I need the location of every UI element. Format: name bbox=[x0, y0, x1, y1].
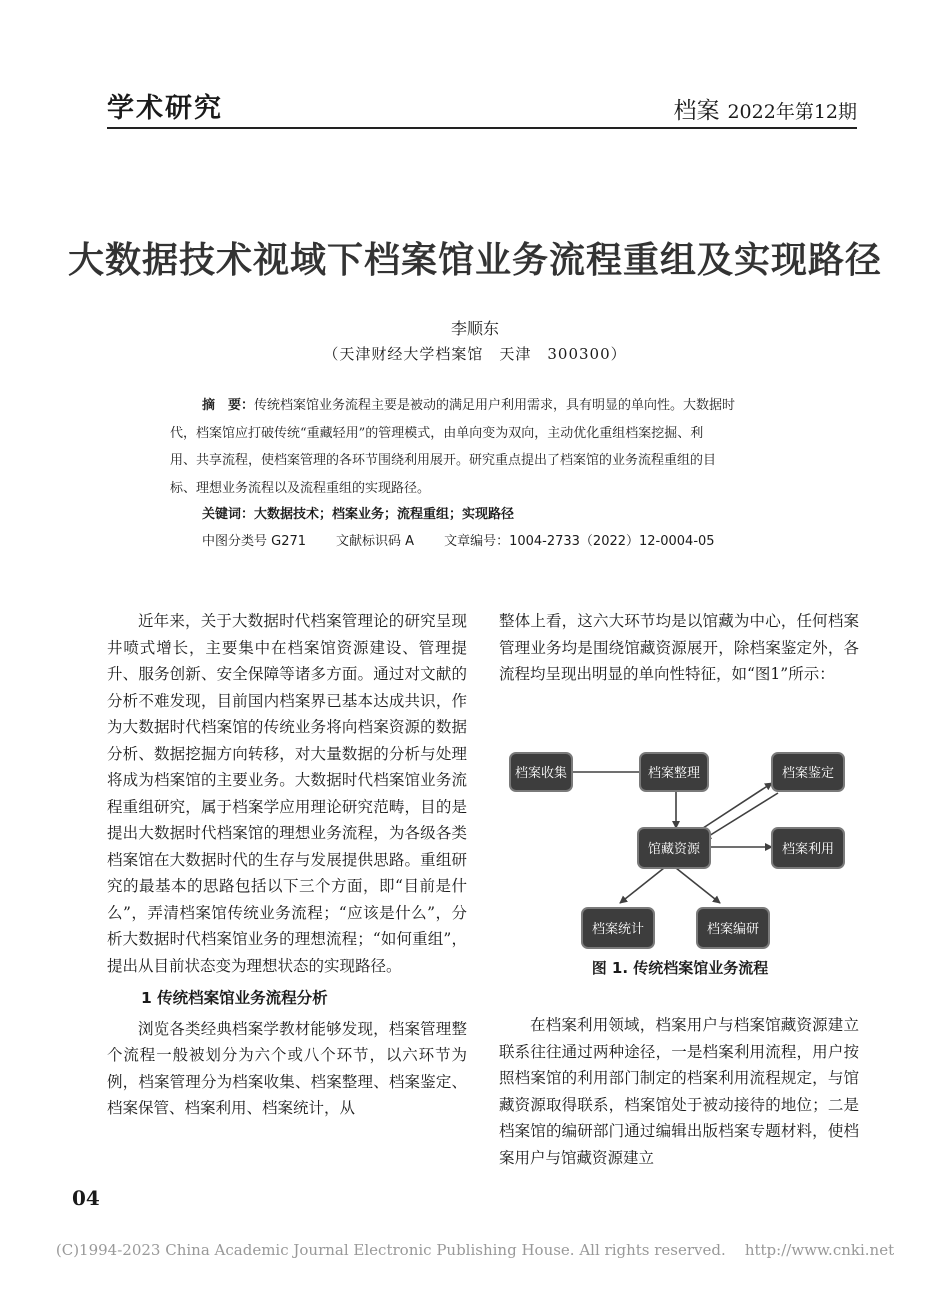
abstract-text: 传统档案馆业务流程主要是被动的满足用户利用需求，具有明显的单向性。大数据时 bbox=[254, 398, 736, 413]
author: 李顺东 bbox=[450, 319, 499, 338]
affiliation: （天津财经大学档案馆 天津 300300） bbox=[323, 345, 627, 363]
body-paragraph: 在档案利用领域，档案用户与档案馆藏资源建立联系往往通过两种途径，一是档案利用流程，用户按照档案馆的利用部门制定的档案利用流程规定，与馆藏资源取得联系，档案馆处于被动接待的地位；二是档案馆的编研部门通过编辑出版档案专题材料，使档案用户与馆藏资源建立 bbox=[499, 1016, 859, 1167]
abstract bbox=[170, 392, 795, 502]
left-column bbox=[107, 608, 467, 1122]
node-appraise-label: 档案鉴定 bbox=[781, 766, 835, 781]
figure-caption: 图 1. 传统档案馆业务流程 bbox=[591, 959, 769, 977]
node-organize-label: 档案整理 bbox=[647, 766, 701, 781]
node-appraise bbox=[772, 753, 844, 791]
abstract-line bbox=[170, 392, 795, 420]
document-code: 文献标识码 A bbox=[336, 534, 415, 549]
body-paragraph: 整体上看，这六大环节均是以馆藏为中心，任何档案管理业务均是围绕馆藏资源展开，除档案鉴定外，各流程均呈现出明显的单向性特征，如“图1”所示： bbox=[499, 612, 859, 683]
journal-issue bbox=[673, 92, 857, 125]
article-number: 文章编号：1004-2733（2022）12-0004-05 bbox=[444, 534, 715, 549]
abstract-line: 标、理想业务流程以及流程重组的实现路径。 bbox=[170, 480, 431, 496]
edge-holdings-stats bbox=[620, 868, 664, 903]
edge-holdings-appraise bbox=[697, 783, 772, 832]
node-stats-label: 档案统计 bbox=[591, 922, 645, 937]
node-collect bbox=[510, 753, 572, 791]
page-number: 04 bbox=[72, 1186, 100, 1210]
header-rule bbox=[107, 127, 857, 129]
node-use-label: 档案利用 bbox=[781, 842, 835, 857]
body-paragraph: 浏览各类经典档案学教材能够发现，档案管理整个流程一般被划分为六个或八个环节，以六环节为例，档案管理分为档案收集、档案整理、档案鉴定、档案保管、档案利用、档案统计，从 bbox=[107, 1019, 467, 1117]
article-title: 大数据技术视域下档案馆业务流程重组及实现路径 bbox=[67, 240, 882, 281]
right-column-top bbox=[499, 608, 859, 688]
node-compile-label: 档案编研 bbox=[706, 922, 760, 937]
node-use bbox=[772, 828, 844, 868]
node-collect-label: 档案收集 bbox=[514, 766, 568, 781]
edge-holdings-compile bbox=[676, 868, 720, 903]
workflow-diagram bbox=[500, 735, 860, 960]
abstract-line: 代，档案馆应打破传统“重藏轻用”的管理模式，由单向变为双向，主动优化重组档案挖掘、利 bbox=[170, 425, 704, 441]
issue-label: 2022年第12期 bbox=[727, 101, 857, 123]
copyright-footer: (C)1994-2023 China Academic Journal Electronic Publishing House. All rights reserved. http://www.cnki.net bbox=[55, 1241, 895, 1259]
node-holdings-label: 馆藏资源 bbox=[647, 842, 701, 857]
edge-appraise-holdings bbox=[704, 793, 778, 839]
right-column-bottom bbox=[499, 1012, 859, 1171]
section-heading: 1 传统档案馆业务流程分析 bbox=[141, 989, 328, 1007]
node-holdings bbox=[638, 828, 710, 868]
node-stats bbox=[582, 908, 654, 948]
classification-line bbox=[202, 530, 715, 549]
node-organize bbox=[640, 753, 708, 791]
clc-number: 中图分类号 G271 bbox=[202, 534, 307, 549]
node-compile bbox=[697, 908, 769, 948]
section-tag: 学术研究 bbox=[107, 93, 223, 124]
journal-name: 档案 bbox=[673, 98, 720, 124]
abstract-label: 摘 要： bbox=[202, 398, 255, 413]
keywords: 关键词：大数据技术；档案业务；流程重组；实现路径 bbox=[202, 507, 515, 522]
body-paragraph: 近年来，关于大数据时代档案管理论的研究呈现井喷式增长，主要集中在档案馆资源建设、管理提升、服务创新、安全保障等诸多方面。通过对文献的分析不难发现，目前国内档案界已基本达成共识，作为大数据时代档案馆的传统业务将向档案资源的数据分析、数据挖掘方向转移，对大量数据的分析与处理将成为档案馆的主要业务。大数据时代档案馆业务流程重组研究，属于档案学应用理论研究范畴，目的是提出大数据时代档案馆的理想业务流程，为各级各类档案馆在大数据时代的生存与发展提供思路。重组研究的最基本的思路包括以下三个方面，即“目前是什么”，弄清档案馆传统业务流程；“应该是什么”，分析大数据时代档案馆业务的理想流程；“如何重组”，提出从目前状态变为理想状态的实现路径。 bbox=[107, 612, 467, 975]
abstract-line: 用、共享流程，使档案管理的各环节围绕利用展开。研究重点提出了档案馆的业务流程重组的目 bbox=[170, 453, 717, 468]
